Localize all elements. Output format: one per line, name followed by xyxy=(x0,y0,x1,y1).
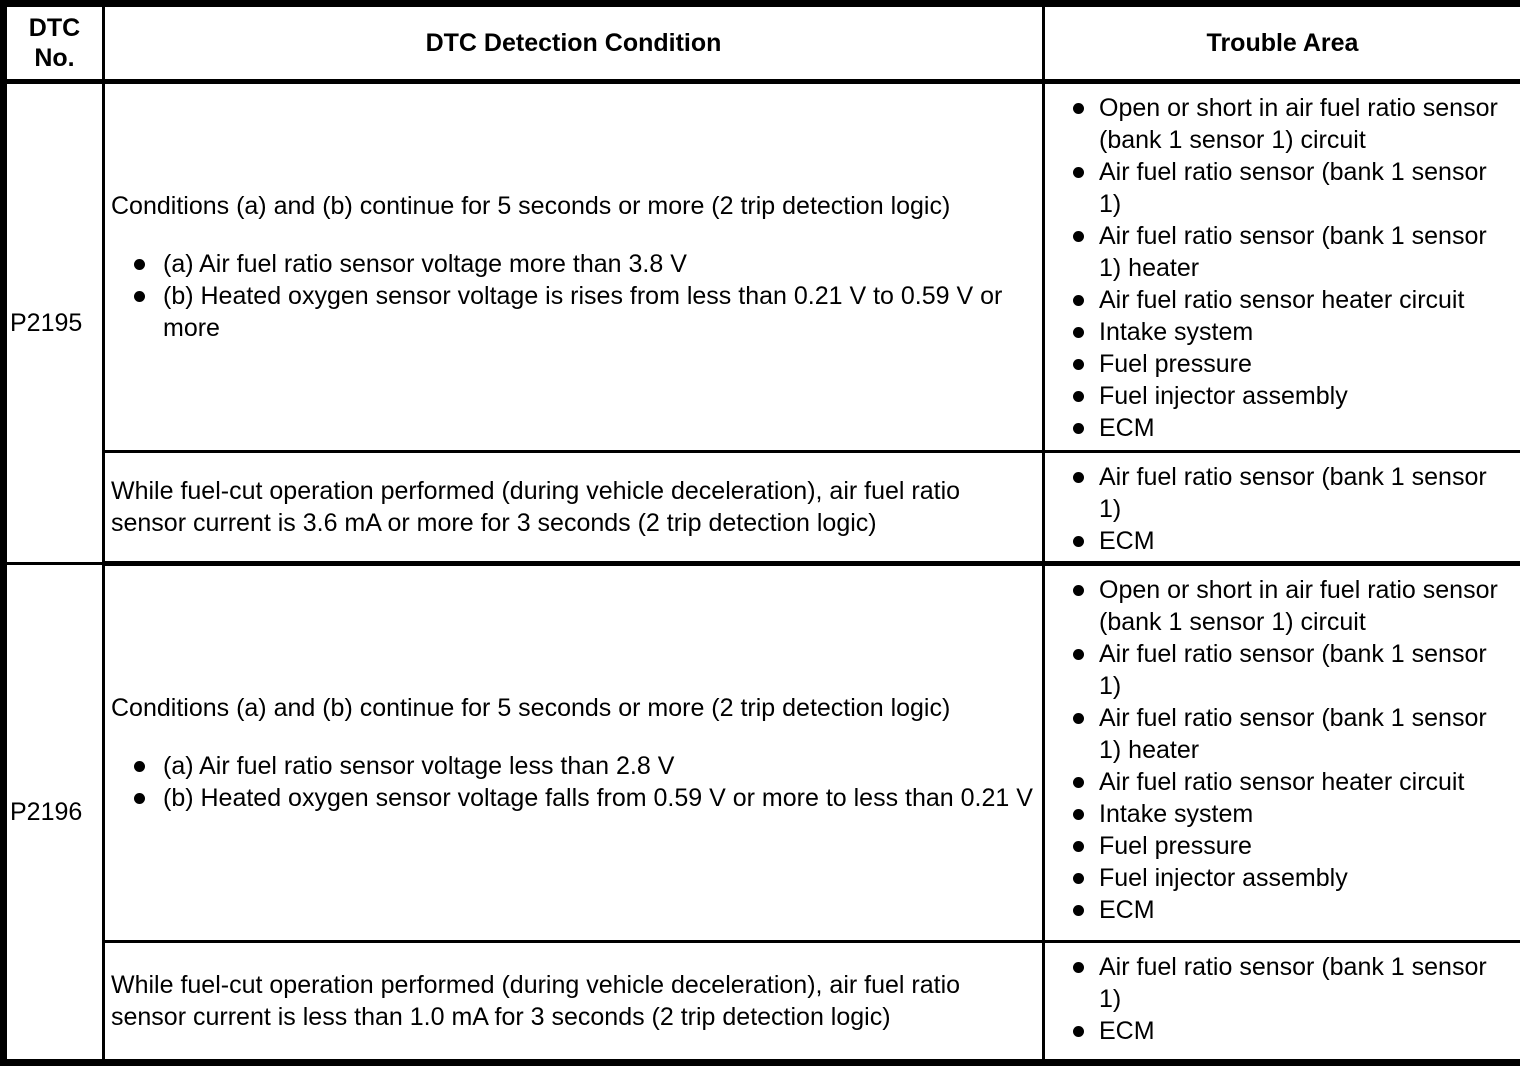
trouble-area-cell xyxy=(1044,82,1520,452)
list-item: (a) Air fuel ratio sensor voltage more than 3.8 V xyxy=(111,248,1038,280)
list-item: Air fuel ratio sensor (bank 1 sensor 1) heater xyxy=(1053,220,1510,284)
dtc-code-p2195: P2195 xyxy=(4,82,104,564)
condition-intro: Conditions (a) and (b) continue for 5 seconds or more (2 trip detection logic) xyxy=(111,692,1011,724)
table-row xyxy=(4,82,1520,452)
condition-bullet-list xyxy=(111,750,1038,814)
list-item: Open or short in air fuel ratio sensor (bank 1 sensor 1) circuit xyxy=(1053,92,1510,156)
header-cell-trouble-area: Trouble Area xyxy=(1044,4,1520,82)
list-item: ECM xyxy=(1053,894,1510,926)
list-item: ECM xyxy=(1053,412,1510,444)
condition-intro: Conditions (a) and (b) continue for 5 seconds or more (2 trip detection logic) xyxy=(111,190,1011,222)
list-item: (a) Air fuel ratio sensor voltage less than 2.8 V xyxy=(111,750,1038,782)
list-item: Fuel pressure xyxy=(1053,830,1510,862)
list-item: Intake system xyxy=(1053,316,1510,348)
condition-intro: While fuel-cut operation performed (during vehicle deceleration), air fuel ratio sensor current is less than 1.0 mA for 3 seconds (2 trip detection logic) xyxy=(111,969,1011,1033)
trouble-area-list xyxy=(1053,574,1510,926)
list-item: Air fuel ratio sensor (bank 1 sensor 1) xyxy=(1053,638,1510,702)
list-item: ECM xyxy=(1053,525,1510,557)
list-item: Intake system xyxy=(1053,798,1510,830)
list-item: Air fuel ratio sensor heater circuit xyxy=(1053,284,1510,316)
table-row xyxy=(4,452,1520,564)
list-item: Fuel injector assembly xyxy=(1053,862,1510,894)
condition-cell xyxy=(104,452,1044,564)
list-item: Open or short in air fuel ratio sensor (bank 1 sensor 1) circuit xyxy=(1053,574,1510,638)
list-item: Air fuel ratio sensor (bank 1 sensor 1) xyxy=(1053,461,1510,525)
condition-cell xyxy=(104,942,1044,1063)
condition-cell xyxy=(104,564,1044,942)
list-item: Air fuel ratio sensor (bank 1 sensor 1) heater xyxy=(1053,702,1510,766)
list-item: Air fuel ratio sensor heater circuit xyxy=(1053,766,1510,798)
trouble-area-list xyxy=(1053,951,1510,1047)
header-dtc-line2: No. xyxy=(7,43,102,73)
list-item: Air fuel ratio sensor (bank 1 sensor 1) xyxy=(1053,951,1510,1015)
trouble-area-cell xyxy=(1044,452,1520,564)
condition-bullet-list xyxy=(111,248,1038,344)
list-item: ECM xyxy=(1053,1015,1510,1047)
list-item: (b) Heated oxygen sensor voltage falls from 0.59 V or more to less than 0.21 V xyxy=(111,782,1038,814)
table-header-row xyxy=(4,4,1520,82)
list-item: (b) Heated oxygen sensor voltage is rises from less than 0.21 V to 0.59 V or more xyxy=(111,280,1038,344)
trouble-area-cell xyxy=(1044,942,1520,1063)
table-row xyxy=(4,564,1520,942)
header-cell-dtc-no xyxy=(4,4,104,82)
header-cell-detection-condition: DTC Detection Condition xyxy=(104,4,1044,82)
condition-intro: While fuel-cut operation performed (during vehicle deceleration), air fuel ratio sensor current is 3.6 mA or more for 3 seconds (2 trip detection logic) xyxy=(111,475,1011,539)
trouble-area-list xyxy=(1053,461,1510,557)
table-row xyxy=(4,942,1520,1063)
trouble-area-cell xyxy=(1044,564,1520,942)
header-dtc-line1: DTC xyxy=(7,13,102,43)
trouble-area-list xyxy=(1053,92,1510,444)
condition-cell xyxy=(104,82,1044,452)
list-item: Air fuel ratio sensor (bank 1 sensor 1) xyxy=(1053,156,1510,220)
list-item: Fuel pressure xyxy=(1053,348,1510,380)
list-item: Fuel injector assembly xyxy=(1053,380,1510,412)
dtc-code-p2196: P2196 xyxy=(4,564,104,1063)
